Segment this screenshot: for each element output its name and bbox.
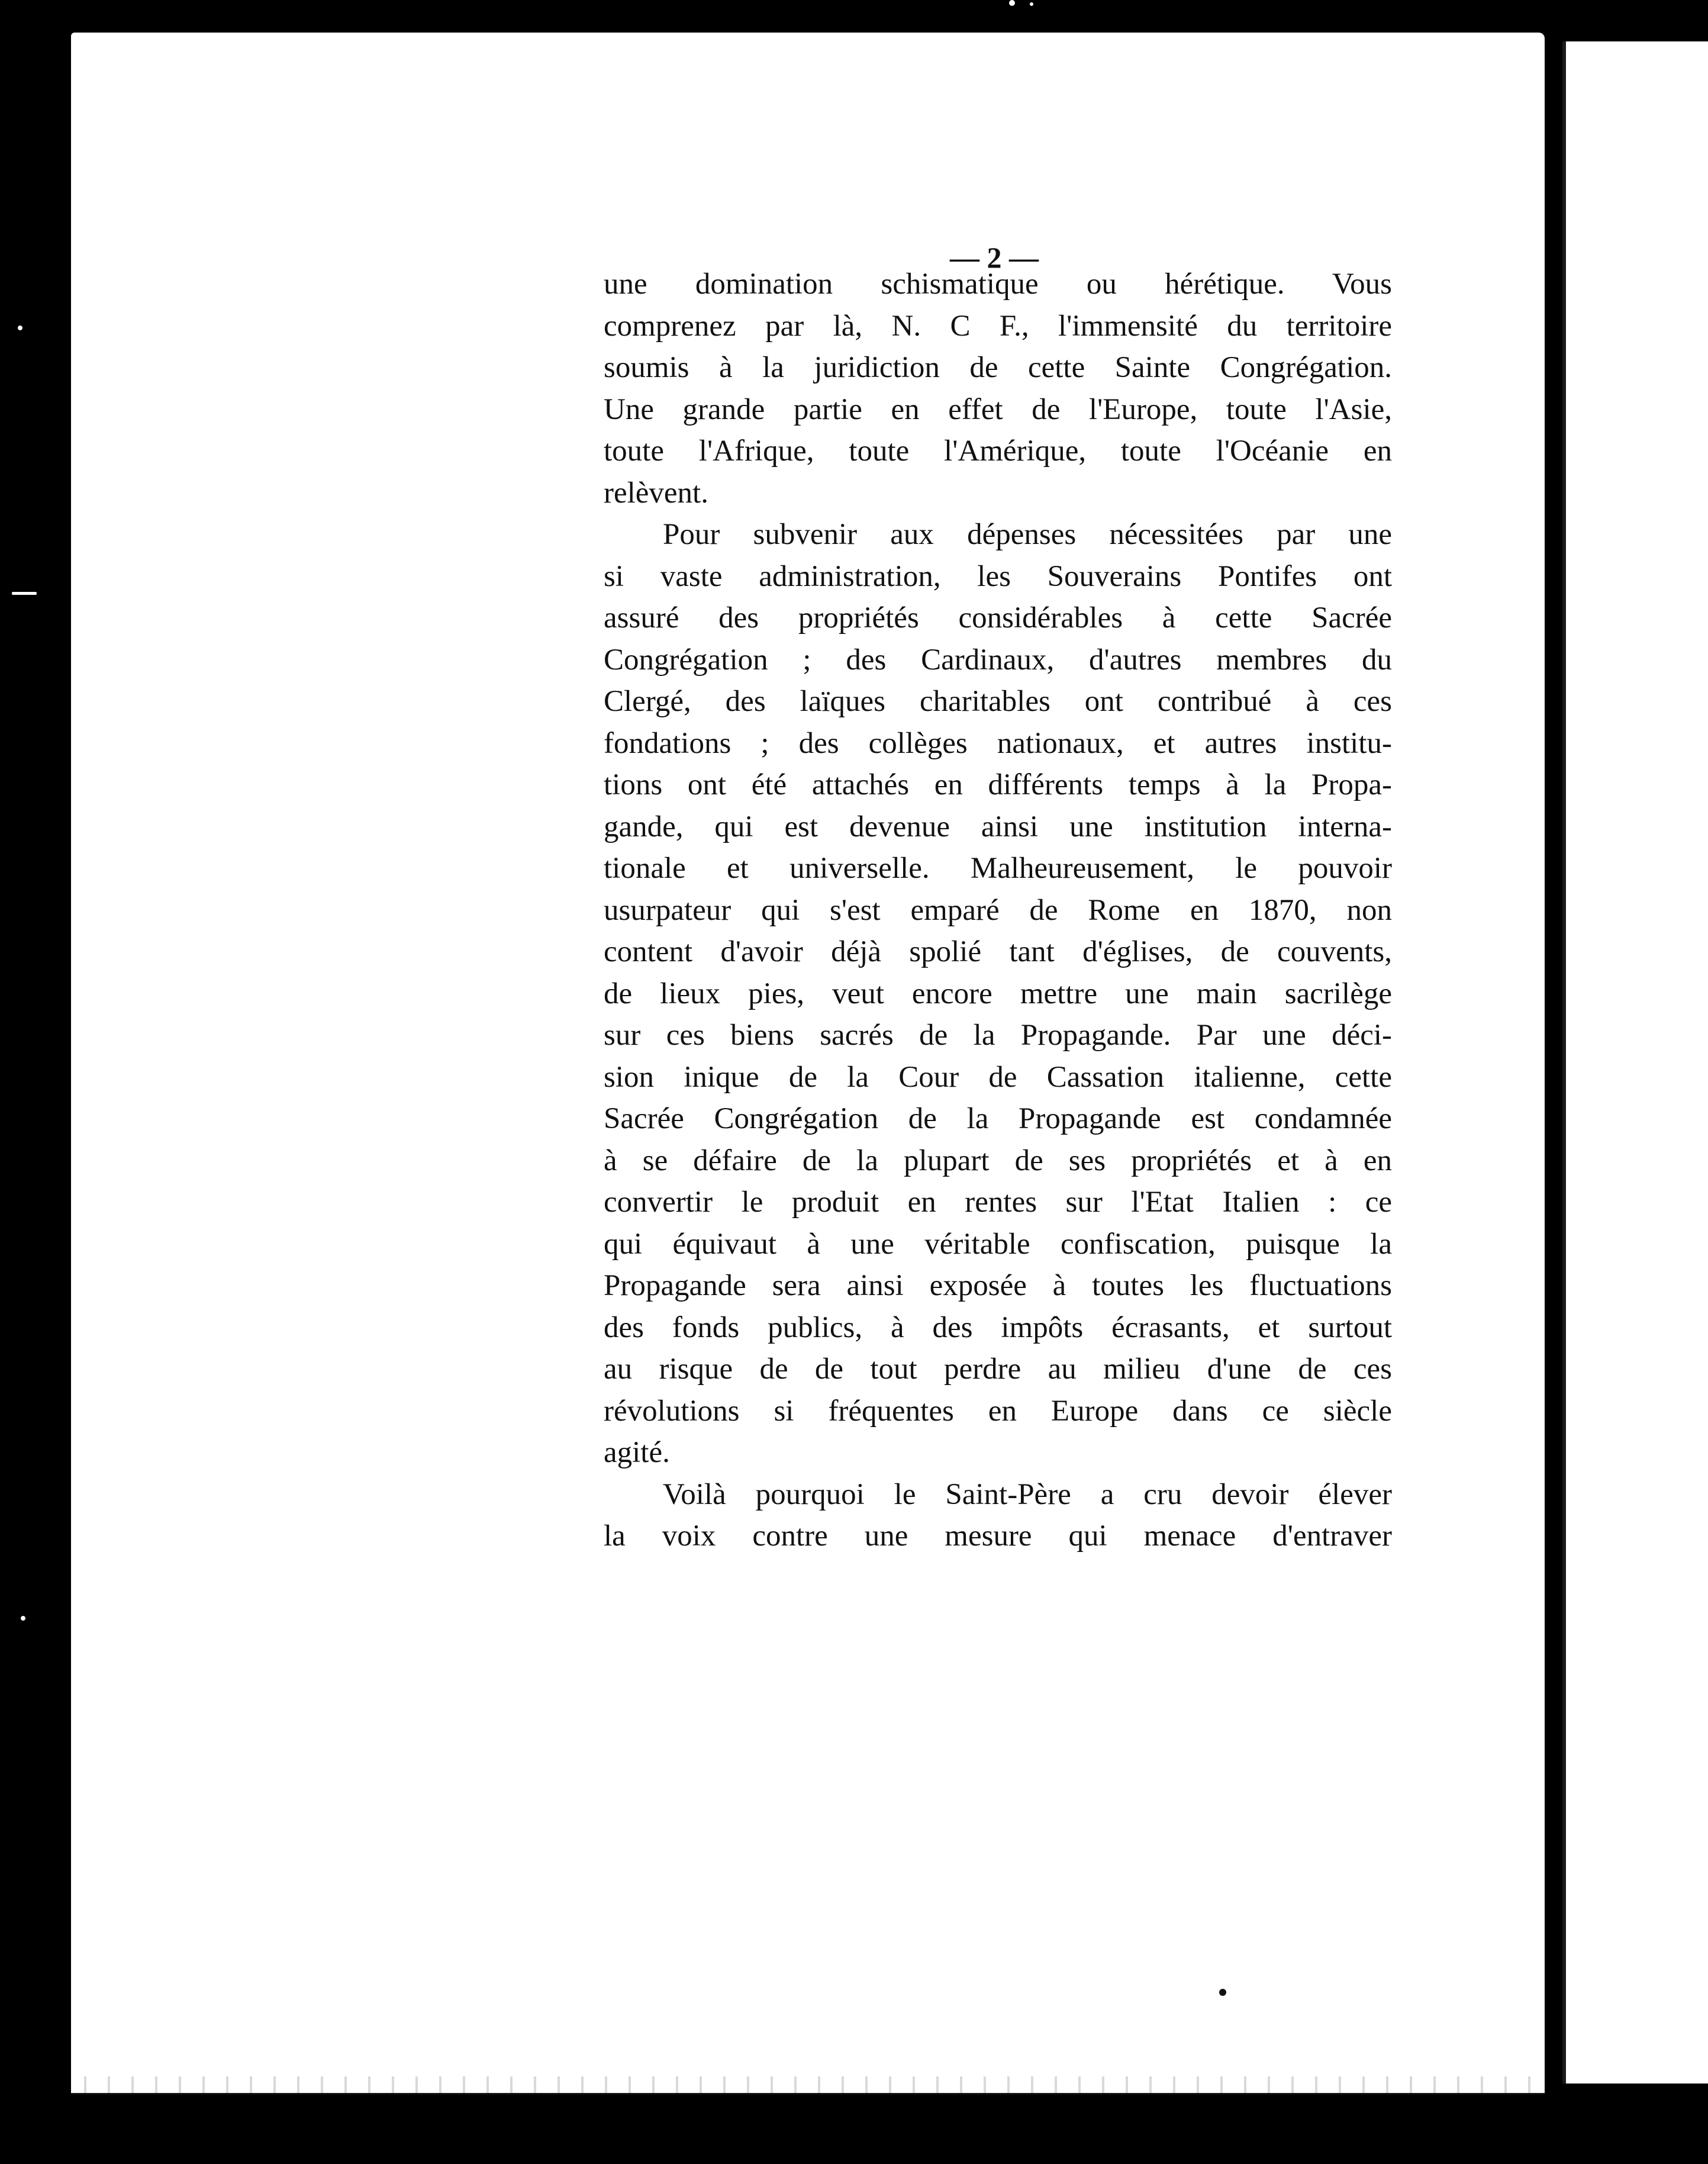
text-line: qui équivaut à une véritable confiscation, puisque la — [604, 1227, 1392, 1261]
scan-speck — [21, 1616, 25, 1621]
body-text — [604, 263, 1392, 1557]
text-line: agité. — [604, 1436, 670, 1469]
text-line: sur ces biens sacrés de la Propagande. Par une déci- — [604, 1019, 1392, 1052]
text-line: convertir le produit en rentes sur l'Etat Italien : ce — [604, 1186, 1392, 1219]
text-line: de lieux pies, veut encore mettre une main sacrilège — [604, 977, 1392, 1010]
text-line: la voix contre une mesure qui menace d'entraver — [604, 1519, 1392, 1553]
scan-speck — [12, 592, 37, 595]
text-line: comprenez par là, N. C F., l'immensité du territoire — [604, 309, 1392, 343]
text-line: révolutions si fréquentes en Europe dans ce siècle — [604, 1394, 1392, 1428]
text-line: tions ont été attachés en différents temps à la Propa- — [604, 768, 1392, 801]
text-line: Sacrée Congrégation de la Propagande est condamnée — [604, 1102, 1392, 1135]
page-deckle-edge — [71, 2076, 1545, 2095]
text-line: Congrégation ; des Cardinaux, d'autres membres du — [604, 643, 1392, 677]
text-line: Une grande partie en effet de l'Europe, toute l'Asie, — [604, 392, 1392, 426]
text-line: Voilà pourquoi le Saint-Père a cru devoir élever — [663, 1477, 1392, 1511]
text-line: Pour subvenir aux dépenses nécessitées par une — [663, 518, 1392, 551]
text-line: tionale et universelle. Malheureusement, le pouvoir — [604, 852, 1392, 885]
text-line: fondations ; des collèges nationaux, et autres institu- — [604, 726, 1392, 760]
text-line: toute l'Afrique, toute l'Amérique, toute l'Océanie en — [604, 434, 1392, 468]
scan-speck — [1030, 2, 1033, 6]
text-line: gande, qui est devenue ainsi une institution interna- — [604, 810, 1392, 843]
text-line: des fonds publics, à des impôts écrasants, et surtout — [604, 1310, 1392, 1344]
text-line: usurpateur qui s'est emparé de Rome en 1870, non — [604, 893, 1392, 927]
text-line: si vaste administration, les Souverains Pontifes ont — [604, 559, 1392, 593]
text-line: Clergé, des laïques charitables ont contribué à ces — [604, 685, 1392, 718]
text-line: sion inique de la Cour de Cassation italienne, cette — [604, 1060, 1392, 1094]
text-line: une domination schismatique ou hérétique. Vous — [604, 268, 1392, 301]
text-line: assuré des propriétés considérables à cette Sacrée — [604, 601, 1392, 635]
text-line: à se défaire de la plupart de ses propriétés et à en — [604, 1144, 1392, 1177]
text-line: Propagande sera ainsi exposée à toutes les fluctuations — [604, 1269, 1392, 1302]
adjacent-page-strip — [1562, 41, 1708, 2084]
page-number: — 2 — — [950, 241, 1039, 274]
scan-speck — [1009, 0, 1015, 6]
text-line: au risque de de tout perdre au milieu d'une de ces — [604, 1352, 1392, 1386]
ink-spot — [1219, 1989, 1226, 1996]
text-line: soumis à la juridiction de cette Sainte Congrégation. — [604, 351, 1392, 384]
scan-speck — [18, 326, 22, 330]
text-line: content d'avoir déjà spolié tant d'églises, de couvents, — [604, 935, 1392, 968]
text-line: relèvent. — [604, 476, 708, 510]
